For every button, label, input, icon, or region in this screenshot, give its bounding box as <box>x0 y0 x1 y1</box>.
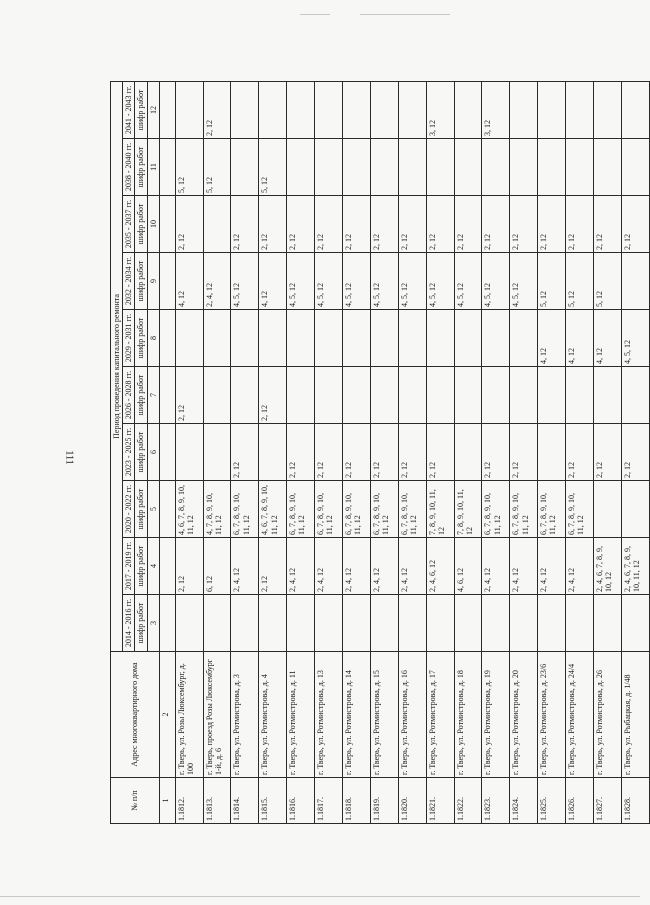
work-code-cell <box>259 595 287 652</box>
table-row <box>259 81 287 823</box>
work-code-cell: 2, 12 <box>426 196 454 253</box>
work-code-cell: 6, 7, 8, 9, 10, 11, 12 <box>343 481 371 538</box>
header-year: 2017 - 2019 гг. <box>123 538 135 595</box>
header-code-label: шифр работ <box>135 481 147 538</box>
work-code-cell: 6, 7, 8, 9, 10, 11, 12 <box>538 481 566 538</box>
work-code-cell <box>510 310 538 367</box>
empty-cell <box>159 310 175 367</box>
work-code-cell: 2, 4, 12 <box>566 538 594 595</box>
work-code-cell <box>426 310 454 367</box>
work-code-cell <box>426 367 454 424</box>
work-code-cell: 2, 4, 12 <box>315 538 343 595</box>
work-code-cell: 2, 12 <box>594 196 622 253</box>
empty-cell <box>159 481 175 538</box>
work-code-cell <box>398 81 426 138</box>
work-code-cell <box>343 310 371 367</box>
row-number: 1.1820. <box>398 778 426 824</box>
work-code-cell <box>231 139 259 196</box>
table-row <box>231 81 259 823</box>
work-code-cell: 6, 7, 8, 9, 10, 11, 12 <box>231 481 259 538</box>
work-code-cell: 2, 12 <box>175 196 203 253</box>
row-address: г. Тверь, ул. Ротмистрова, д. 26 <box>594 652 622 778</box>
work-code-cell: 2, 4, 12 <box>287 538 315 595</box>
row-address: г. Тверь, ул. Ротмистрова, д. 3 <box>231 652 259 778</box>
work-code-cell: 7, 8, 9, 10, 11, 12 <box>454 481 482 538</box>
work-code-cell <box>510 81 538 138</box>
header-code-label: шифр работ <box>135 139 147 196</box>
work-code-cell: 4, 12 <box>566 310 594 367</box>
work-code-cell <box>315 367 343 424</box>
work-code-cell <box>566 81 594 138</box>
work-code-cell: 4, 7, 8, 9, 10, 11, 12 <box>203 481 231 538</box>
row-number: 1.1817. <box>315 778 343 824</box>
work-code-cell: 4, 12 <box>175 253 203 310</box>
work-code-cell <box>343 139 371 196</box>
work-code-cell <box>594 81 622 138</box>
empty-cell <box>159 196 175 253</box>
work-code-cell: 2, 12 <box>621 424 649 481</box>
work-code-cell: 2, 12 <box>538 196 566 253</box>
work-code-cell: 2, 12 <box>175 367 203 424</box>
work-code-cell <box>538 424 566 481</box>
work-code-cell <box>594 367 622 424</box>
work-code-cell: 4, 5, 12 <box>621 310 649 367</box>
empty-cell <box>159 424 175 481</box>
work-code-cell: 5, 12 <box>175 139 203 196</box>
work-code-cell: 4, 6, 12 <box>454 538 482 595</box>
work-code-cell <box>203 367 231 424</box>
work-code-cell <box>566 367 594 424</box>
work-code-cell <box>315 139 343 196</box>
work-code-cell <box>454 139 482 196</box>
header-code-label: шифр работ <box>135 196 147 253</box>
work-code-cell: 2, 4, 6, 12 <box>426 538 454 595</box>
row-address: г. Тверь, ул. Ротмистрова, д. 11 <box>287 652 315 778</box>
work-code-cell: 4, 5, 12 <box>510 253 538 310</box>
work-code-cell: 6, 7, 8, 9, 10, 11, 12 <box>482 481 510 538</box>
work-code-cell <box>454 310 482 367</box>
work-code-cell <box>343 81 371 138</box>
work-code-cell: 2, 12 <box>370 196 398 253</box>
work-code-cell <box>315 595 343 652</box>
work-code-cell <box>510 139 538 196</box>
work-code-cell: 4, 6, 7, 8, 9, 10, 11, 12 <box>175 481 203 538</box>
work-code-cell <box>175 310 203 367</box>
row-number: 1.1826. <box>566 778 594 824</box>
work-code-cell: 2, 12 <box>566 424 594 481</box>
work-code-cell: 2, 12 <box>594 424 622 481</box>
empty-cell <box>159 595 175 652</box>
work-code-cell: 6, 7, 8, 9, 10, 11, 12 <box>287 481 315 538</box>
work-code-cell: 2, 4, 12 <box>203 253 231 310</box>
work-code-cell: 5, 12 <box>538 253 566 310</box>
work-code-cell <box>370 367 398 424</box>
work-code-cell <box>287 595 315 652</box>
work-code-cell <box>259 310 287 367</box>
work-code-cell <box>370 139 398 196</box>
work-code-cell: 3, 12 <box>482 81 510 138</box>
header-number: № п/п <box>111 778 160 824</box>
row-number: 1.1821. <box>426 778 454 824</box>
work-code-cell <box>398 595 426 652</box>
header-code-label: шифр работ <box>135 310 147 367</box>
work-code-cell <box>621 139 649 196</box>
row-number: 1.1827. <box>594 778 622 824</box>
row-number: 1.1824. <box>510 778 538 824</box>
work-code-cell: 2, 12 <box>510 424 538 481</box>
empty-cell <box>159 139 175 196</box>
table-row <box>621 81 649 823</box>
scan-mark <box>300 14 330 15</box>
header-col-index: 3 <box>147 595 159 652</box>
col-index: 1 <box>159 778 175 824</box>
work-code-cell <box>482 595 510 652</box>
work-code-cell <box>203 595 231 652</box>
work-code-cell: 2, 12 <box>482 196 510 253</box>
work-code-cell <box>259 424 287 481</box>
row-address: г. Тверь, ул. Ротмистрова, д. 18 <box>454 652 482 778</box>
table-row <box>454 81 482 823</box>
page-number: 111 <box>63 450 75 465</box>
header-year: 2032 - 2034 гг. <box>123 253 135 310</box>
work-code-cell <box>315 310 343 367</box>
row-number: 1.1812. <box>175 778 203 824</box>
work-code-cell: 4, 5, 12 <box>454 253 482 310</box>
work-code-cell: 2, 12 <box>203 81 231 138</box>
work-code-cell: 5, 12 <box>203 139 231 196</box>
table-row <box>594 81 622 823</box>
work-code-cell: 2, 12 <box>426 424 454 481</box>
work-code-cell: 5, 12 <box>566 253 594 310</box>
row-number: 1.1815. <box>259 778 287 824</box>
table-row <box>370 81 398 823</box>
work-code-cell: 4, 5, 12 <box>426 253 454 310</box>
header-code-label: шифр работ <box>135 424 147 481</box>
work-code-cell: 2, 12 <box>287 196 315 253</box>
work-code-cell: 4, 5, 12 <box>482 253 510 310</box>
header-address: Адрес многоквартирного дома <box>111 652 160 778</box>
work-code-cell <box>175 595 203 652</box>
row-number: 1.1814. <box>231 778 259 824</box>
header-col-index: 9 <box>147 253 159 310</box>
row-address: г. Тверь, ул. Ротмистрова, д. 15 <box>370 652 398 778</box>
work-code-cell: 4, 5, 12 <box>315 253 343 310</box>
work-code-cell <box>482 310 510 367</box>
row-number: 1.1818. <box>343 778 371 824</box>
work-code-cell <box>398 139 426 196</box>
work-code-cell: 4, 6, 7, 8, 9, 10, 11, 12 <box>259 481 287 538</box>
row-address: г. Тверь, ул. Ротмистрова, д. 13 <box>315 652 343 778</box>
work-code-cell: 2, 4, 12 <box>370 538 398 595</box>
work-code-cell <box>287 81 315 138</box>
work-code-cell: 2, 4, 12 <box>398 538 426 595</box>
work-code-cell <box>566 595 594 652</box>
header-code-label: шифр работ <box>135 595 147 652</box>
work-code-cell: 2, 12 <box>175 538 203 595</box>
work-code-cell <box>510 367 538 424</box>
work-code-cell: 6, 7, 8, 9, 10, 11, 12 <box>510 481 538 538</box>
table-row <box>315 81 343 823</box>
work-code-cell <box>621 595 649 652</box>
row-number: 1.1816. <box>287 778 315 824</box>
work-code-cell <box>594 595 622 652</box>
work-code-cell <box>454 367 482 424</box>
work-code-cell: 2, 12 <box>566 196 594 253</box>
empty-cell <box>159 367 175 424</box>
table-row <box>343 81 371 823</box>
table-row <box>287 81 315 823</box>
row-address: г. Тверь, ул. Ротмистрова, д. 17 <box>426 652 454 778</box>
header-row <box>111 81 123 823</box>
work-code-cell: 4, 12 <box>594 310 622 367</box>
work-code-cell: 6, 7, 8, 9, 10, 11, 12 <box>315 481 343 538</box>
work-code-cell <box>287 139 315 196</box>
work-code-cell: 2, 12 <box>231 424 259 481</box>
header-code-label: шифр работ <box>135 538 147 595</box>
scan-mark <box>0 896 640 897</box>
table-row <box>566 81 594 823</box>
work-code-cell: 2, 4, 12 <box>343 538 371 595</box>
work-code-cell: 2, 12 <box>398 424 426 481</box>
row-number: 1.1823. <box>482 778 510 824</box>
work-code-cell: 2, 4, 6, 7, 8, 9, 10, 11, 12 <box>621 538 649 595</box>
header-year: 2023 - 2025 гг. <box>123 424 135 481</box>
work-code-cell <box>538 595 566 652</box>
work-code-cell: 2, 4, 12 <box>510 538 538 595</box>
header-year: 2038 - 2040 гг. <box>123 139 135 196</box>
header-col-index: 6 <box>147 424 159 481</box>
row-address: г. Тверь, ул. Ротмистрова, д. 4 <box>259 652 287 778</box>
work-code-cell <box>621 81 649 138</box>
work-code-cell <box>343 595 371 652</box>
work-code-cell <box>621 253 649 310</box>
header-year: 2026 - 2028 гг. <box>123 367 135 424</box>
work-code-cell: 4, 12 <box>538 310 566 367</box>
work-code-cell: 2, 12 <box>315 424 343 481</box>
header-code-label: шифр работ <box>135 81 147 138</box>
header-year: 2029 - 2031 гг. <box>123 310 135 367</box>
header-year: 2035 - 2037 гг. <box>123 196 135 253</box>
empty-cell <box>159 253 175 310</box>
header-year: 2014 - 2016 гг. <box>123 595 135 652</box>
work-code-cell: 2, 12 <box>482 424 510 481</box>
work-code-cell: 4, 5, 12 <box>287 253 315 310</box>
work-code-cell <box>231 367 259 424</box>
work-code-cell: 5, 12 <box>594 253 622 310</box>
work-code-cell <box>538 139 566 196</box>
header-col-index: 10 <box>147 196 159 253</box>
work-code-cell <box>259 81 287 138</box>
row-number: 1.1819. <box>370 778 398 824</box>
work-code-cell <box>231 595 259 652</box>
work-code-cell: 5, 12 <box>259 139 287 196</box>
work-code-cell <box>482 139 510 196</box>
work-code-cell <box>538 81 566 138</box>
table-row <box>175 81 203 823</box>
work-code-cell: 6, 7, 8, 9, 10, 11, 12 <box>566 481 594 538</box>
work-code-cell <box>398 367 426 424</box>
row-address: г. Тверь, проезд Розы Люксембург 1-й, д. 6 <box>203 652 231 778</box>
work-code-cell <box>594 481 622 538</box>
work-code-cell <box>370 81 398 138</box>
work-code-cell: 2, 12 <box>259 196 287 253</box>
work-code-cell <box>426 595 454 652</box>
work-code-cell: 4, 5, 12 <box>231 253 259 310</box>
capital-repair-table <box>110 81 650 824</box>
work-code-cell <box>175 424 203 481</box>
row-number: 1.1822. <box>454 778 482 824</box>
work-code-cell: 2, 4, 12 <box>538 538 566 595</box>
header-year: 2041 - 2043 гг. <box>123 81 135 138</box>
work-code-cell: 3, 12 <box>426 81 454 138</box>
row-address: г. Тверь, ул. Рыбацкая, д. 1/48 <box>621 652 649 778</box>
work-code-cell <box>538 367 566 424</box>
rotated-table-container <box>110 82 650 824</box>
work-code-cell <box>203 310 231 367</box>
row-number: 1.1828. <box>621 778 649 824</box>
row-number: 1.1825. <box>538 778 566 824</box>
work-code-cell <box>454 424 482 481</box>
work-code-cell: 2, 12 <box>287 424 315 481</box>
work-code-cell <box>621 367 649 424</box>
work-code-cell: 2, 12 <box>510 196 538 253</box>
work-code-cell: 2, 12 <box>454 196 482 253</box>
work-code-cell <box>203 196 231 253</box>
col-index: 2 <box>159 652 175 778</box>
work-code-cell: 4, 5, 12 <box>343 253 371 310</box>
work-code-cell <box>454 81 482 138</box>
work-code-cell: 6, 7, 8, 9, 10, 11, 12 <box>398 481 426 538</box>
work-code-cell <box>231 81 259 138</box>
header-year: 2020 - 2022 гг. <box>123 481 135 538</box>
work-code-cell <box>203 424 231 481</box>
work-code-cell: 2, 12 <box>343 424 371 481</box>
header-col-index: 12 <box>147 81 159 138</box>
row-address: г. Тверь, ул. Ротмистрова, д. 20 <box>510 652 538 778</box>
work-code-cell <box>343 367 371 424</box>
work-code-cell <box>398 310 426 367</box>
header-col-index: 4 <box>147 538 159 595</box>
row-number: 1.1813. <box>203 778 231 824</box>
work-code-cell <box>287 310 315 367</box>
work-code-cell: 2, 4, 6, 7, 8, 9, 10, 12 <box>594 538 622 595</box>
work-code-cell: 6, 7, 8, 9, 10, 11, 12 <box>370 481 398 538</box>
work-code-cell <box>426 139 454 196</box>
work-code-cell: 4, 5, 12 <box>370 253 398 310</box>
work-code-cell: 2, 4, 12 <box>482 538 510 595</box>
work-code-cell <box>370 595 398 652</box>
header-code-label: шифр работ <box>135 367 147 424</box>
work-code-cell <box>315 81 343 138</box>
work-code-cell: 2, 12 <box>231 196 259 253</box>
work-code-cell: 2, 12 <box>259 367 287 424</box>
header-col-index: 8 <box>147 310 159 367</box>
work-code-cell: 6, 12 <box>203 538 231 595</box>
header-period: Период проведения капитального ремонта <box>111 81 123 651</box>
work-code-cell: 2, 4, 12 <box>231 538 259 595</box>
row-address: г. Тверь, ул. Ротмистрова, д. 19 <box>482 652 510 778</box>
work-code-cell: 2, 12 <box>398 196 426 253</box>
work-code-cell <box>370 310 398 367</box>
work-code-cell: 2, 12 <box>343 196 371 253</box>
scan-mark <box>360 14 450 15</box>
empty-cell <box>159 538 175 595</box>
work-code-cell <box>287 367 315 424</box>
work-code-cell: 2, 12 <box>315 196 343 253</box>
table-row <box>398 81 426 823</box>
work-code-cell: 7, 8, 9, 10, 11, 12 <box>426 481 454 538</box>
work-code-cell <box>621 481 649 538</box>
work-code-cell: 4, 12 <box>259 253 287 310</box>
work-code-cell: 2, 12 <box>370 424 398 481</box>
table-row <box>482 81 510 823</box>
row-address: г. Тверь, ул. Ротмистрова, д. 16 <box>398 652 426 778</box>
work-code-cell <box>510 595 538 652</box>
table-row <box>426 81 454 823</box>
work-code-cell: 4, 5, 12 <box>398 253 426 310</box>
row-address: г. Тверь, ул. Ротмистрова, д. 24/4 <box>566 652 594 778</box>
work-code-cell <box>231 310 259 367</box>
work-code-cell: 2, 12 <box>621 196 649 253</box>
row-address: г. Тверь, ул. Ротмистрова, д. 23/6 <box>538 652 566 778</box>
header-col-index: 11 <box>147 139 159 196</box>
header-code-label: шифр работ <box>135 253 147 310</box>
row-address: г. Тверь, ул. Розы Люксембург, д. 100 <box>175 652 203 778</box>
work-code-cell <box>175 81 203 138</box>
work-code-cell <box>594 139 622 196</box>
empty-cell <box>159 81 175 138</box>
work-code-cell <box>566 139 594 196</box>
header-col-index: 7 <box>147 367 159 424</box>
table-row <box>510 81 538 823</box>
row-address: г. Тверь, ул. Ротмистрова, д. 14 <box>343 652 371 778</box>
work-code-cell <box>454 595 482 652</box>
work-code-cell <box>482 367 510 424</box>
work-code-cell: 2, 12 <box>259 538 287 595</box>
table-row <box>203 81 231 823</box>
index-row <box>159 81 175 823</box>
table-row <box>538 81 566 823</box>
header-col-index: 5 <box>147 481 159 538</box>
